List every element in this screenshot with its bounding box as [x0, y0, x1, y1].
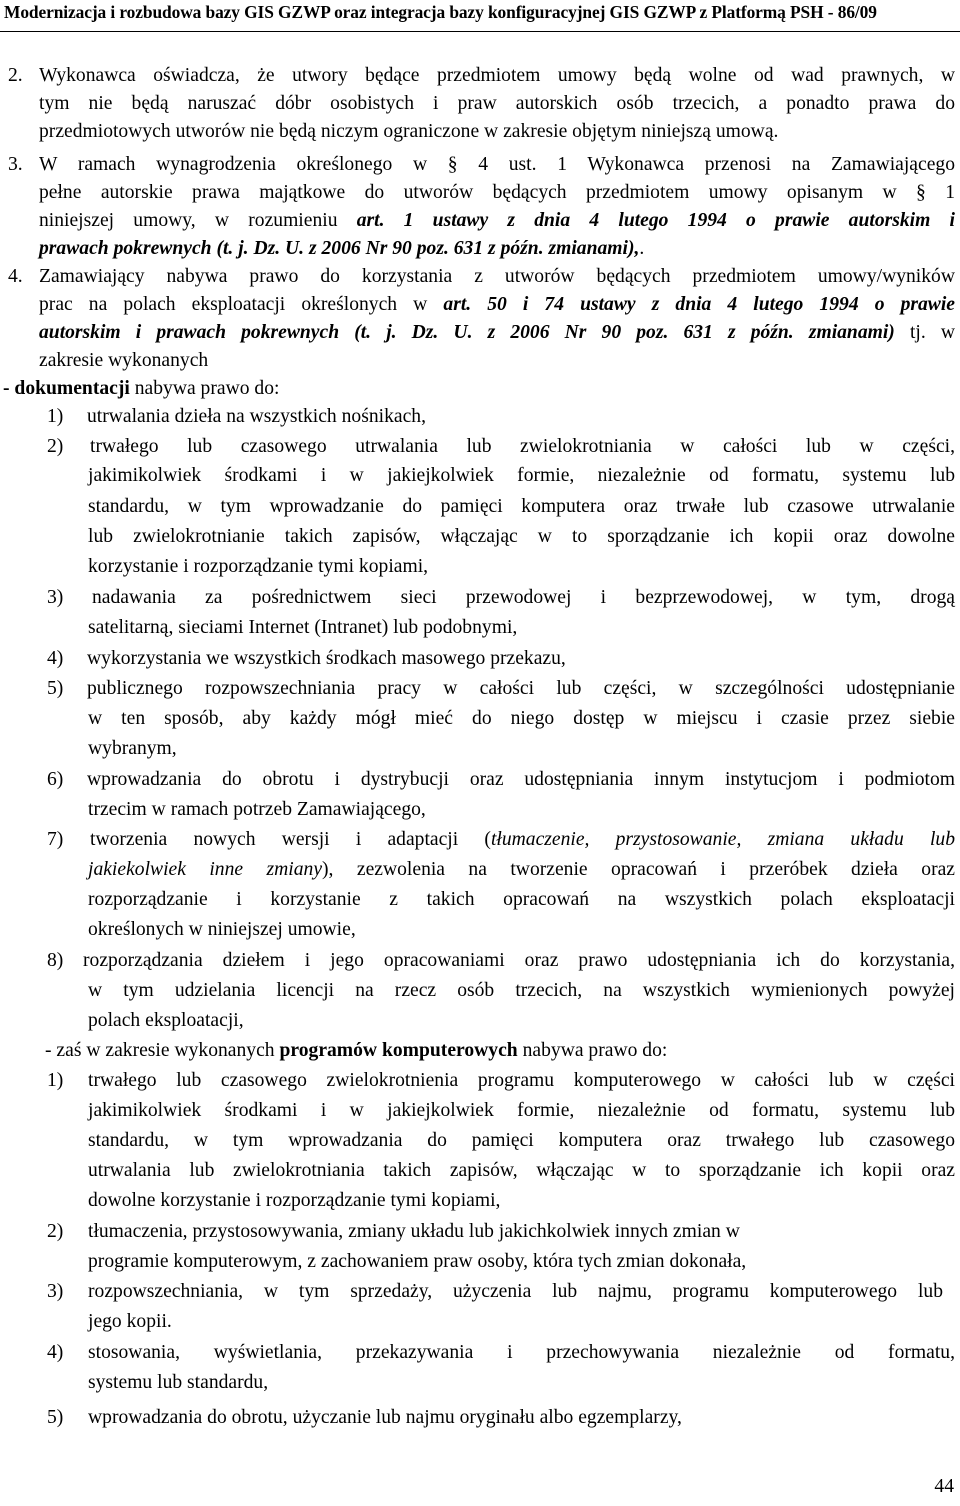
paragraph-line: zakresie wykonanych [39, 350, 209, 371]
line-segment: . [639, 238, 645, 259]
list-item-line: określonych w niniejszej umowie, [88, 919, 356, 940]
section-keyword: - dokumentacji [3, 378, 130, 399]
list-number: 2) [47, 436, 64, 457]
list-item-line: w tym udzielania licencji na rzecz osób trzecich, na wszystkich wymienionych powyżej [88, 980, 955, 1001]
line-segment: prac na polach eksploatacji określonych w [39, 294, 444, 315]
list-item-line: korzystanie i rozporządzanie tymi kopiami, [88, 556, 429, 577]
list-item-line: satelitarną, sieciami Internet (Intranet) lub podobnymi, [88, 617, 518, 638]
line-segment: tworzenia nowych wersji i adaptacji ( [90, 829, 491, 850]
list-number: 1) [47, 1070, 64, 1091]
paragraph-line: W ramach wynagrodzenia określonego w § 4 ust. 1 Wykonawca przenosi na Zamawiającego [39, 154, 955, 175]
list-item-line [90, 830, 955, 850]
section-keyword: programów komputerowych [279, 1040, 518, 1061]
list-number: 6) [47, 769, 64, 790]
list-item-line: trwałego lub czasowego zwielokrotnienia programu komputerowego w całości lub w części [88, 1070, 955, 1091]
list-number: 7) [47, 829, 64, 850]
list-item-line: lub zwielokrotnianie takich zapisów, włączając w to sporządzanie ich kopii oraz dowolne [88, 526, 955, 547]
list-item-line: publicznego rozpowszechniania pracy w całości lub części, w szczególności udostępnianie [87, 678, 955, 699]
list-item-line: wprowadzania do obrotu i dystrybucji oraz udostępniania innym instytucjom i podmiotom [87, 769, 955, 790]
paragraph-line: przedmiotowych utworów nie będą niczym ograniczone w zakresie objętym niniejszą umową. [39, 121, 779, 142]
list-item-line: programie komputerowym, z zachowaniem praw osoby, która tych zmian dokonała, [88, 1251, 747, 1272]
list-number: 3) [47, 1281, 64, 1302]
list-item-line: wybranym, [88, 738, 177, 759]
list-item-line: standardu, w tym wprowadzanie do pamięci komputera oraz trwałe lub czasowe utrwalanie [88, 496, 955, 517]
list-number: 4) [47, 1342, 64, 1363]
list-item-line: rozpowszechniania, w tym sprzedaży, użyczenia lub najmu, programu komputerowego lub [88, 1281, 943, 1302]
list-item-line: jakimikolwiek środkami i w jakiejkolwiek formie, niezależnie od formatu, systemu lub [88, 1100, 955, 1121]
header-title: Modernizacja i rozbudowa bazy GIS GZWP oraz integracja bazy konfiguracyjnej GIS GZWP z Platformą PSH - 86/09 [4, 2, 877, 22]
list-item-line: dowolne korzystanie i rozporządzanie tymi kopiami, [88, 1190, 501, 1211]
paragraph-line [39, 211, 955, 231]
list-number: 5) [47, 678, 64, 699]
list-item-line: wprowadzania do obrotu, użyczanie lub najmu oryginału albo egzemplarzy, [88, 1407, 682, 1428]
page-number: 44 [934, 1476, 954, 1497]
line-segment: - zaś w zakresie wykonanych [45, 1040, 280, 1061]
paragraph-number: 4. [8, 266, 23, 287]
paragraph-number: 2. [8, 65, 23, 86]
list-item-line: standardu, w tym wprowadzania do pamięci komputera oraz trwałego lub czasowego [88, 1130, 955, 1151]
list-item-line: trwałego lub czasowego utrwalania lub zwielokrotniania w całości lub w części, [90, 436, 955, 457]
line-segment: tj. w [894, 322, 956, 343]
list-item-line: trzecim w ramach potrzeb Zamawiającego, [88, 799, 426, 820]
law-reference: prawach pokrewnych (t. j. Dz. U. z 2006 Nr 90 poz. 631 z późn. zmianami), [39, 238, 640, 259]
paragraph-line: Wykonawca oświadcza, że utwory będące przedmiotem umowy będą wolne od wad prawnych, w [39, 65, 955, 86]
section-intro [45, 1041, 667, 1061]
list-item-line [88, 860, 955, 880]
list-item-line: jego kopii. [88, 1311, 172, 1332]
list-item-line: polach eksploatacji, [88, 1010, 244, 1031]
list-item-line: utrwalania dzieła na wszystkich nośnikach, [87, 406, 426, 427]
list-number: 5) [47, 1407, 64, 1428]
line-segment: ), zezwolenia na tworzenie opracowań i przeróbek dzieła oraz [322, 859, 955, 880]
list-item-line: stosowania, wyświetlania, przekazywania i przechowywania niezależnie od formatu, [88, 1342, 955, 1363]
section-intro [3, 379, 279, 399]
list-number: 4) [47, 648, 64, 669]
italic-note: jakiekolwiek inne zmiany [88, 859, 323, 880]
law-reference: art. 1 ustawy z dnia 4 lutego 1994 o prawie autorskim i [356, 210, 955, 231]
line-segment: nabywa prawo do: [129, 378, 280, 399]
paragraph-line [39, 295, 955, 315]
list-item-line: w ten sposób, aby każdy mógł mieć do niego dostęp w miejscu i czasie przez siebie [88, 708, 955, 729]
law-reference: autorskim i prawach pokrewnych (t. j. Dz. U. z 2006 Nr 90 poz. 631 z późn. zmianami) [39, 322, 895, 343]
line-segment: niniejszej umowy, w rozumieniu [39, 210, 357, 231]
list-item-line: rozporządzania dziełem i jego opracowaniami oraz prawo udostępniania ich do korzystania, [83, 950, 955, 971]
list-number: 8) [47, 950, 64, 971]
page-header [0, 0, 960, 32]
list-number: 2) [47, 1221, 64, 1242]
list-item-line: nadawania za pośrednictwem sieci przewodowej i bezprzewodowej, w tym, drogą [92, 587, 955, 608]
law-reference: art. 50 i 74 ustawy z dnia 4 lutego 1994 o prawie [443, 294, 955, 315]
italic-note: tłumaczenie, przystosowanie, zmiana układu lub [490, 829, 955, 850]
list-item-line: tłumaczenia, przystosowywania, zmiany układu lub jakichkolwiek innych zmian w [88, 1221, 740, 1242]
paragraph-number: 3. [8, 154, 23, 175]
list-item-line: wykorzystania we wszystkich środkach masowego przekazu, [87, 648, 566, 669]
paragraph-line: Zamawiający nabywa prawo do korzystania z utworów będących przedmiotem umowy/wyników [39, 266, 955, 287]
list-item-line: utrwalania lub zwielokrotniania takich zapisów, włączając w to sporządzanie ich kopii oraz [88, 1160, 955, 1181]
list-number: 1) [47, 406, 64, 427]
paragraph-line [39, 323, 955, 343]
list-item-line: jakimikolwiek środkami i w jakiejkolwiek formie, niezależnie od formatu, systemu lub [88, 465, 955, 486]
paragraph-line: tym nie będą naruszać dóbr osobistych i praw autorskich osób trzecich, a ponadto prawa do [39, 93, 955, 114]
list-item-line: systemu lub standardu, [88, 1372, 269, 1393]
list-number: 3) [47, 587, 64, 608]
line-segment: nabywa prawo do: [517, 1040, 668, 1061]
paragraph-line [39, 239, 644, 259]
paragraph-line: pełne autorskie prawa majątkowe do utworów będących przedmiotem umowy opisanym w § 1 [39, 182, 955, 203]
list-item-line: rozporządzanie i korzystanie z takich opracowań na wszystkich polach eksploatacji [88, 889, 955, 910]
